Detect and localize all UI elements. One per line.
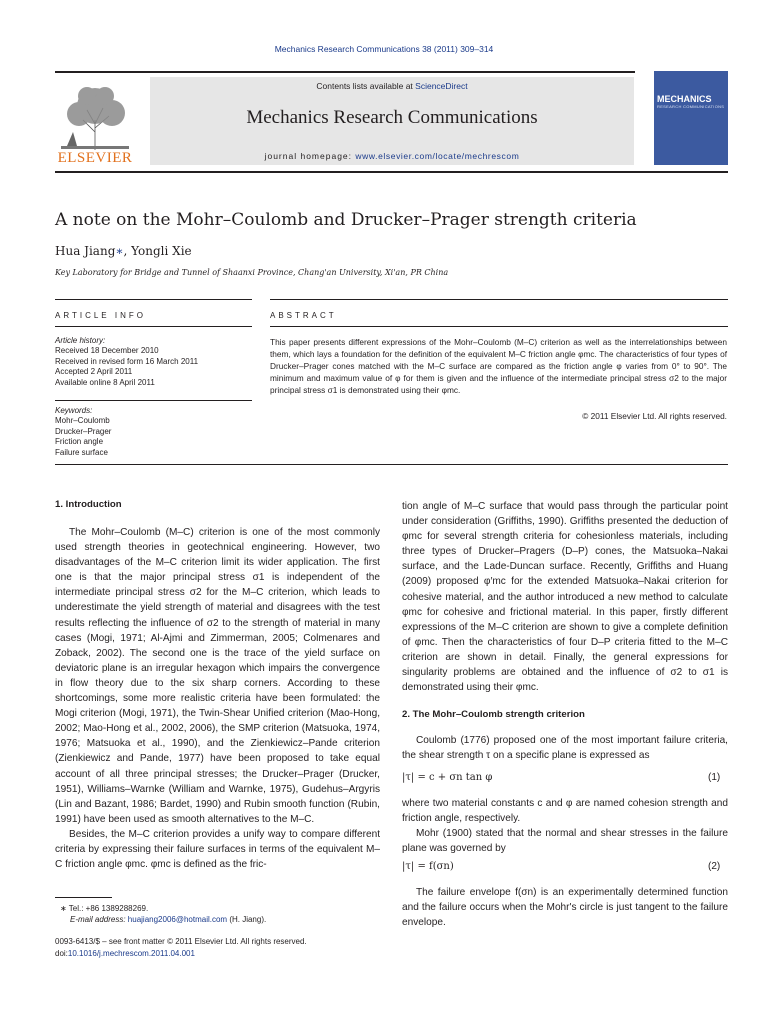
paragraph: The failure envelope f(σn) is an experimentally determined function and the failure occurs when the Mohr's circle is just tangent to the failure envelope. — [402, 887, 728, 929]
paragraph: Mohr (1900) stated that the normal and shear stresses in the failure plane was governed by — [402, 828, 728, 855]
doi-label: doi: — [55, 949, 68, 958]
journal-homepage-line — [150, 151, 634, 161]
journal-cover-image — [654, 71, 728, 165]
paragraph: where two material constants c and φ are named cohesion strength and friction angle, respectively. — [402, 798, 728, 825]
equation-1: |τ| = c + σn tan φ — [402, 772, 493, 783]
paragraph-block — [402, 796, 728, 856]
cover-title: MECHANICS — [657, 94, 712, 104]
footnote-email — [70, 914, 266, 925]
doi-link[interactable]: 10.1016/j.mechrescom.2011.04.001 — [67, 949, 195, 958]
footnote-rule — [55, 897, 112, 898]
info-divider — [55, 400, 252, 401]
doi-line — [55, 948, 195, 959]
email-suffix: (H. Jiang). — [227, 915, 267, 924]
paragraph: The Mohr–Coulomb (M–C) criterion is one of the most commonly used strength theories in geotechnical engineering. However, two disadvantages of the M–C criterion limit its wider application. The first one is that the major principal stress σ1 is independent of the intermediate principal stress σ2 for the M–C criterion, which leads to underestimate the yield strength of material and disagrees with the test results reflecting the influence of σ2 to the strength of material in many cases (Mogi, 1971; Al-Ajmi and Zimmerman, 2005; Colmenares and Zoback, 2002). The second one is the trace of the yield surface on deviatoric plane is an irregular hexagon which impairs the convergence in flow theory due to the six sharp corners. According to these shortcomings, some more realistic criteria have been formulated: the Mogi criterion (Mogi, 1971), the Twin-Shear Unified criterion (Mao-Hong, 2002; Mao-Hong et al., 2002, 2006), the SMP criterion (Matsuoka, 1974, 1976; Matsuoka et al., 1990), and the Zienkiewicz–Pande criterion (Zienkiewicz and Pande, 1977) have been proposed to take equal account of all three principal stresses; the Drucker–Prager (Drucker, 1951), Williams–Warnke (William and Warnke, 1975), Gudehus–Argyris (Lin and Bazant, 1986; Bardet, 1990) and Rubin smooth function (Rubin, 1991) have been used as smooth alternatives to the M–C. — [55, 527, 380, 825]
paragraph: Coulomb (1776) proposed one of the most important failure criteria, the shear strength τ on a specific plane is expressed as — [402, 735, 728, 762]
footnote-tel: ∗ Tel.: +86 1389288269. — [60, 904, 149, 913]
contents-prefix: Contents lists available at — [316, 81, 416, 91]
email-label: E-mail address: — [70, 915, 128, 924]
article-info-heading: ARTICLE INFO — [55, 311, 146, 320]
abstract-bottom-rule — [55, 464, 728, 465]
header-bottom-rule — [55, 171, 728, 173]
paragraph-block — [402, 885, 728, 930]
journal-reference[interactable]: Mechanics Research Communications 38 (2011) 309–314 — [274, 44, 494, 54]
author-list — [55, 244, 192, 258]
affiliation: Key Laboratory for Bridge and Tunnel of Shaanxi Province, Chang'an University, Xi'an, PR China — [55, 268, 449, 277]
history-label: Article history: — [55, 336, 106, 345]
journal-title: Mechanics Research Communications — [246, 107, 538, 128]
keyword: Mohr–Coulomb — [55, 416, 110, 426]
abstract-divider — [270, 326, 728, 327]
equation-2: |τ| = f(σn) — [402, 861, 454, 872]
history-item: Available online 8 April 2011 — [55, 377, 155, 387]
abstract-heading: ABSTRACT — [270, 311, 337, 320]
elsevier-wordmark: ELSEVIER — [57, 150, 133, 166]
homepage-prefix: journal homepage: — [264, 151, 356, 161]
header-top-rule — [55, 71, 635, 73]
homepage-link[interactable]: www.elsevier.com/locate/mechrescom — [355, 151, 520, 161]
abstract-top-rule — [270, 299, 728, 300]
keyword: Friction angle — [55, 437, 104, 447]
info-top-rule — [55, 299, 252, 300]
left-column — [55, 525, 380, 872]
issn-line: 0093-6413/$ – see front matter © 2011 Elsevier Ltd. All rights reserved. — [55, 937, 307, 946]
sciencedirect-link[interactable]: ScienceDirect — [415, 81, 468, 91]
keyword: Drucker–Prager — [55, 426, 112, 436]
keyword: Failure surface — [55, 447, 108, 457]
info-divider — [55, 326, 252, 327]
article-title: A note on the Mohr–Coulomb and Drucker–Prager strength criteria — [55, 210, 637, 230]
paragraph-block — [402, 733, 728, 763]
author-name: Hua Jiang — [55, 244, 116, 258]
keywords — [55, 406, 255, 458]
section-heading: 1. Introduction — [55, 499, 122, 510]
paragraph: tion angle of M–C surface that would pass through the particular point under consideration (Griffiths, 1990). Griffiths presented the deduction of φmc for several strength criteria for cohesionless materials, including three types of Drucker–Pragers (D–P) cones, the Matsuoka–Nakai surface, and the Lade-Duncan surface. Recently, Griffiths and Huang (2009) proposed φ′mc for the extended Matsuoka–Nakai criterion for cohesive material, and the author introduced a new method to calculate φmc for cohesive and frictional material. In this paper, firstly different expressions of the M–C criterion are shown to give a complete definition of φmc. Then the characteristics of four D–P criteria fitted to the M–C criterion are shown in detail. Finally, the general expressions for singularity problems are obtained and the influence of σ2 to σ1 is demonstrated using their φmc. — [402, 501, 728, 694]
history-item: Accepted 2 April 2011 — [55, 367, 133, 377]
abstract-text: This paper presents different expressions of the Mohr–Coulomb (M–C) criterion as well as the interrelationships between them, which lays a foundation for the definition of the equivalent M–C friction angle φmc. The characteristics of four types of Drucker–Prager cones matched with the M–C surface are compared as the friction angle φ varies from 0° to 90°. The minimum and maximum value of φ for them is given and the influence of the intermediate principal stress σ2 to the major principal stress σ1 is demonstrated using their φmc. — [270, 337, 727, 396]
right-column-top — [402, 499, 728, 695]
paragraph: Besides, the M–C criterion provides a unify way to compare different criteria by expressing their failure surfaces in terms of the equivalent M–C friction angle φmc. φmc is defined as the fric- — [55, 828, 380, 871]
section-heading: 2. The Mohr–Coulomb strength criterion — [402, 709, 585, 720]
history-item: Received 18 December 2010 — [55, 346, 159, 356]
copyright-notice: © 2011 Elsevier Ltd. All rights reserved. — [582, 411, 727, 421]
keywords-label: Keywords: — [55, 406, 93, 415]
email-link[interactable]: huajiang2006@hotmail.com — [127, 915, 228, 924]
equation-number: (1) — [708, 772, 721, 783]
equation-number: (2) — [708, 861, 721, 872]
history-item: Received in revised form 16 March 2011 — [55, 356, 199, 366]
contents-line — [150, 81, 634, 91]
author-name: , Yongli Xie — [123, 244, 192, 258]
article-history — [55, 336, 255, 388]
corresponding-author-mark[interactable]: ∗ — [115, 244, 124, 258]
cover-subtitle: RESEARCH COMMUNICATIONS — [657, 104, 725, 109]
